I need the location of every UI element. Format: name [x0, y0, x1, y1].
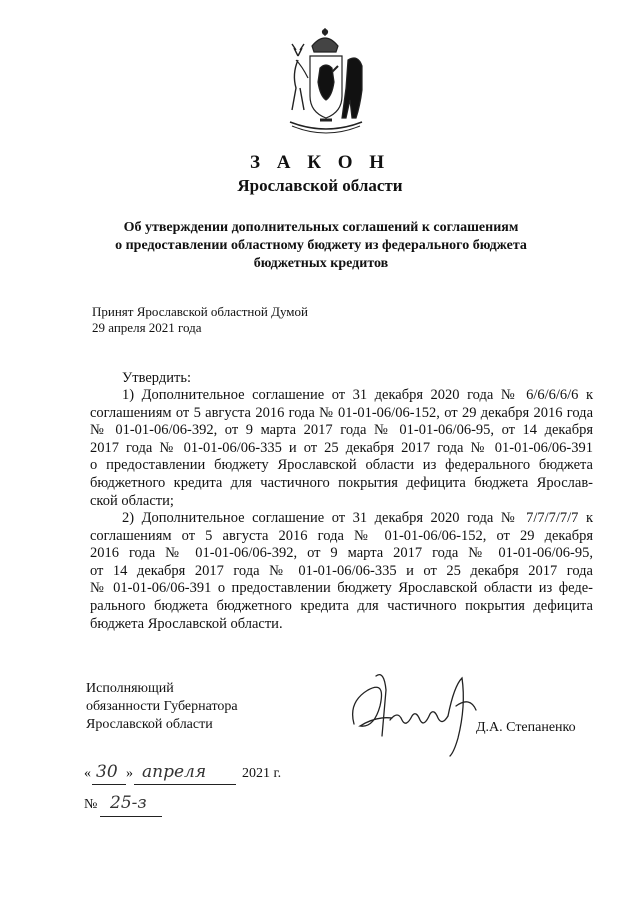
- handwritten-day: 30: [96, 762, 118, 782]
- number-underline: [100, 816, 162, 817]
- paragraph-line: 1) Дополнительное соглашение от 31 декабря 2020 года № 6/6/6/6/6 к: [122, 387, 593, 403]
- adoption-body: Принят Ярославской областной Думой: [92, 304, 308, 319]
- paragraph-line: 2) Дополнительное соглашение от 31 декабря 2020 года № 7/7/7/7/7 к: [122, 510, 593, 526]
- paragraph-line: бюджета Ярославской области.: [90, 615, 283, 632]
- paragraph-line: № 01-01-06/06-391 о предоставлении бюджету Ярославской области из феде-: [90, 580, 593, 597]
- law-subject-line: бюджетных кредитов: [253, 256, 389, 271]
- signing-date: [84, 762, 304, 788]
- month-underline: [134, 784, 236, 785]
- paragraph-line: соглашениям от 5 августа 2016 года № 01-01-06/06-152, от 29 декабря 2016 года: [90, 404, 593, 421]
- law-subject-line: Об утверждении дополнительных соглашений к соглашениям: [123, 220, 519, 235]
- law-number: [84, 793, 204, 823]
- adoption-note: [92, 304, 308, 336]
- region-title: Ярославской области: [237, 176, 403, 195]
- law-subject-line: о предоставлении областному бюджету из федерального бюджета: [115, 238, 527, 253]
- handwritten-signature: [346, 666, 486, 758]
- date-open-quote: «: [84, 766, 91, 781]
- paragraph-1: [90, 387, 593, 510]
- paragraph-line: рального бюджета бюджетного кредита для частичного покрытия дефицита: [90, 597, 593, 614]
- signer-title-line: Ярославской области: [86, 717, 213, 732]
- handwritten-number: 25-з: [110, 793, 147, 813]
- signer-title-line: обязанности Губернатора: [86, 699, 238, 714]
- paragraph-line: 2017 года № 01-01-06/06-335 и от 25 декабря 2017 года № 01-01-06/06-391: [90, 439, 593, 456]
- paragraph-line: 2016 года № 01-01-06/06-392, от 9 марта 2017 года № 01-01-06/06-95,: [90, 545, 593, 562]
- signer-title: [86, 680, 238, 734]
- approve-heading: Утвердить:: [122, 370, 191, 386]
- paragraph-2: [90, 510, 593, 633]
- paragraph-line: соглашениям от 5 августа 2016 года № 01-01-06/06-152, от 29 декабря: [90, 527, 593, 544]
- signer-name: Д.А. Степаненко: [476, 720, 576, 735]
- paragraph-line: о предоставлении бюджету Ярославской области из федерального бюджета: [90, 457, 593, 474]
- signer-title-line: Исполняющий: [86, 681, 174, 696]
- paragraph-line: ской области;: [90, 492, 174, 509]
- number-symbol: №: [84, 797, 98, 812]
- law-subject: [90, 219, 552, 273]
- paragraph-line: № 01-01-06/06-392, от 9 марта 2017 года № 01-01-06/06-95, от 14 декабря: [90, 422, 593, 439]
- coat-of-arms-emblem: [280, 26, 370, 140]
- day-underline: [92, 784, 126, 785]
- date-close-quote: »: [126, 766, 133, 781]
- handwritten-month: апреля: [142, 762, 207, 782]
- adoption-date: 29 апреля 2021 года: [92, 320, 202, 335]
- paragraph-line: от 14 декабря 2017 года № 01-01-06/06-335 и от 25 декабря 2017 года: [90, 562, 593, 579]
- paragraph-line: бюджетного кредита для частичного покрытия дефицита бюджета Ярослав-: [90, 474, 593, 491]
- law-title: З А К О Н: [249, 152, 391, 173]
- date-year: 2021 г.: [242, 766, 282, 781]
